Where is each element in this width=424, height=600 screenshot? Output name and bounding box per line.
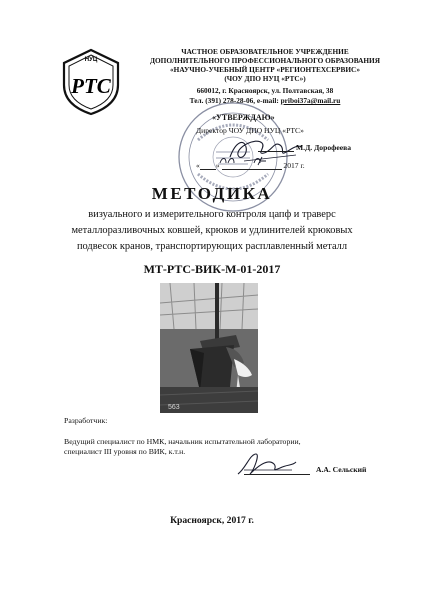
subtitle-line-1: визуального и измерительного контроля цапф и траверс <box>88 209 336 220</box>
approval-title: «УТВЕРЖДАЮ» <box>212 113 275 122</box>
document-subtitle <box>30 207 394 255</box>
org-line-1: ЧАСТНОЕ ОБРАЗОВАТЕЛЬНОЕ УЧРЕЖДЕНИЕ <box>181 47 349 56</box>
approval-role: Директор ЧОУ ДПО НУЦ «РТС» <box>196 126 304 135</box>
approval-date-year: 2017 г. <box>283 161 305 170</box>
developer-name: А.А. Сельский <box>316 465 367 474</box>
developer-label: Разработчик: <box>64 416 108 425</box>
director-signature-line <box>258 151 294 152</box>
subtitle-line-2: металлоразливочных ковшей, крюков и удлинителей крюковых <box>71 225 353 236</box>
approval-name: М.Д. Дорофеева <box>296 143 352 152</box>
organization-logo <box>60 47 122 117</box>
org-email-link[interactable]: priboi37a@mail.ru <box>280 96 341 105</box>
date-open-quote: « <box>196 161 200 170</box>
developer-signature <box>234 448 312 480</box>
ladle-photo <box>160 283 258 413</box>
photo-marking: 563 <box>168 404 180 411</box>
org-line-4: (ЧОУ ДПО НУЦ «РТС») <box>224 74 306 83</box>
org-phone: Тел. (391) 278-28-06, e-mail: <box>189 96 281 105</box>
logo-text: НУЦ <box>84 57 98 63</box>
document-code: МТ-РТС-ВИК-М-01-2017 <box>143 262 281 276</box>
subtitle-line-3: подвесок кранов, транспортирующих расплавленный металл <box>76 241 348 252</box>
org-line-2: ДОПОЛНИТЕЛЬНОГО ПРОФЕССИОНАЛЬНОГО ОБРАЗОВАНИЯ <box>149 56 381 65</box>
date-close-quote: » <box>215 161 222 170</box>
org-line-3: «НАУЧНО-УЧЕБНЫЙ ЦЕНТР «РЕГИОНТЕХСЕРВИС» <box>170 65 360 74</box>
org-address: 660012, г. Красноярск, ул. Полтавская, 38 <box>196 86 334 95</box>
developer-role-line-2: специалист III уровня по ВИК, к.т.н. <box>64 447 186 456</box>
developer-role-line-1: Ведущий специалист по НМК, начальник испытательной лаборатории, <box>64 437 301 446</box>
document-title: МЕТОДИКА <box>151 184 273 203</box>
developer-signature-line <box>244 474 310 475</box>
logo-mark: РТС <box>71 74 111 98</box>
place-year: Красноярск, 2017 г. <box>170 515 254 526</box>
handwritten-date <box>214 153 284 167</box>
